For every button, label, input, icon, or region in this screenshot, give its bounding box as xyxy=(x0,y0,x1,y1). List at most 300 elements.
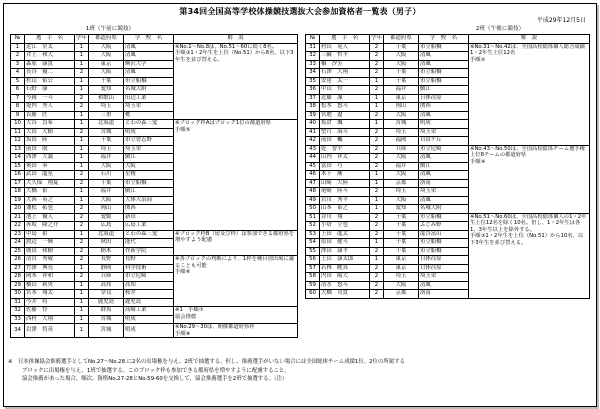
prefecture: 長野 xyxy=(89,256,124,265)
grade: 2 xyxy=(370,281,384,290)
prefecture: 宮城 xyxy=(89,324,124,338)
grade: 2 xyxy=(370,154,384,163)
row-number: 32 xyxy=(11,307,25,316)
school-name: 市立船橋 xyxy=(419,69,469,78)
row-number: 55 xyxy=(306,247,320,256)
prefecture: 千葉 xyxy=(384,222,419,231)
school-name: 清風 xyxy=(419,196,469,205)
grade: 1 xyxy=(75,298,89,307)
header-grade: 学年 xyxy=(76,35,87,41)
school-name: 駒沢大学 xyxy=(124,60,174,69)
prefecture: 大阪 xyxy=(384,196,419,205)
row-number: 6 xyxy=(11,86,25,95)
prefecture: 東京 xyxy=(89,60,124,69)
row-number: 51 xyxy=(306,213,320,222)
row-number: 35 xyxy=(306,77,320,86)
grade: 2 xyxy=(370,188,384,197)
school-name: 清風 xyxy=(419,171,469,180)
school-name: 清風 xyxy=(419,111,469,120)
school-name: 市立船橋 xyxy=(124,77,174,86)
row-number: 59 xyxy=(306,281,320,290)
row-number: 12 xyxy=(11,137,25,146)
explanation-cell: ※各ブロックの判断により、1枠を種目別出場に譲ることも可能 手順⑥ xyxy=(174,256,298,307)
prefecture: 京都 xyxy=(384,290,419,299)
athlete-name: 佐藤 怜 xyxy=(25,307,75,316)
athlete-name: 大谷 直希 xyxy=(25,120,75,129)
prefecture: 和歌山 xyxy=(89,94,124,103)
header-name: 選 手 名 xyxy=(320,35,370,44)
school-name: 科学技術 xyxy=(124,264,174,273)
row-number: 44 xyxy=(306,154,320,163)
athlete-name: 木下 漸 xyxy=(320,171,370,180)
school-name: 市立尼崎 xyxy=(419,145,469,154)
row-number: 54 xyxy=(306,239,320,248)
row-number: 26 xyxy=(11,256,25,265)
athlete-name: 岡本 祥和 xyxy=(25,273,75,282)
prefecture: 千葉 xyxy=(384,213,419,222)
grade: 1 xyxy=(75,52,89,61)
school-name: 洛南 xyxy=(419,290,469,299)
grade: 1 xyxy=(75,137,89,146)
row-number: 56 xyxy=(306,256,320,265)
prefecture: 埼玉 xyxy=(89,103,124,112)
table-row xyxy=(11,230,298,239)
row-number: 1 xyxy=(11,43,25,52)
athlete-name: 堤内 秀人 xyxy=(25,103,75,112)
grade: 2 xyxy=(370,60,384,69)
row-number: 17 xyxy=(11,179,25,188)
school-name: 関西 xyxy=(419,103,469,112)
footnote-line: ブロックに出場権を与え、1班で抽選する。このブロック枠も参加できる都府県を増やすように配慮すること。 xyxy=(22,367,290,374)
grade: 1 xyxy=(370,103,384,112)
school-name: 埼玉栄 xyxy=(419,128,469,137)
prefecture: 千葉 xyxy=(384,239,419,248)
athlete-name: 渡辺 一輝 xyxy=(25,239,75,248)
prefecture: 大阪 xyxy=(89,43,124,52)
explanation-cell: ※No.51～No.60は、全国高校総体個人の1・2年生上位12名を除く10名。但し、1・2年生は各1、3年生以上を除外する。 手順③1・2年生を上位（No.51）から10名、以下3年生を並び替える。 xyxy=(469,213,590,298)
grade: 2 xyxy=(370,52,384,61)
athlete-name: 山内 祥太 xyxy=(320,154,370,163)
grade: 2 xyxy=(370,128,384,137)
grade: 2 xyxy=(75,213,89,222)
school-name: 鯖江 xyxy=(124,188,174,197)
grade: 2 xyxy=(75,128,89,137)
prefecture: 大阪 xyxy=(384,52,419,61)
grade: 2 xyxy=(370,213,384,222)
athlete-name: 大橋 佑 xyxy=(25,188,75,197)
explanation-cell: ※No.1～No.8は、No.51～60に続く8名。 手順③1・2年生を上位（No.51）から8名、以下3年生を並び替える。 xyxy=(174,43,298,120)
school-name: 田辺工業 xyxy=(124,94,174,103)
prefecture: 石川 xyxy=(89,171,124,180)
prefecture: 北海道 xyxy=(89,120,124,129)
school-name: 清風 xyxy=(419,60,469,69)
athlete-name: 富田 巧 xyxy=(320,162,370,171)
row-number: 47 xyxy=(306,179,320,188)
athlete-name: 安達 太一 xyxy=(320,77,370,86)
prefecture: 岡山 xyxy=(89,205,124,214)
athlete-name: 澤田 康平 xyxy=(320,247,370,256)
group2-header-row xyxy=(306,35,590,44)
row-number: 5 xyxy=(11,77,25,86)
athlete-name: 尾崎 陸斗 xyxy=(320,188,370,197)
grade: 2 xyxy=(370,290,384,299)
grade: 2 xyxy=(75,273,89,282)
prefecture: 福井 xyxy=(89,188,124,197)
grade: 1 xyxy=(75,281,89,290)
row-number: 2 xyxy=(11,52,25,61)
athlete-name: 武田 龍星 xyxy=(25,171,75,180)
row-number: 42 xyxy=(306,137,320,146)
athlete-name: 谷川 翔 xyxy=(320,213,370,222)
prefecture: 千葉 xyxy=(384,247,419,256)
athlete-name: 奥田 奏 xyxy=(25,162,75,171)
prefecture: 静岡 xyxy=(89,264,124,273)
row-number: 24 xyxy=(11,239,25,248)
athlete-name: 兼松 拓也 xyxy=(25,205,75,214)
grade: 2 xyxy=(75,247,89,256)
grade: 2 xyxy=(370,69,384,78)
grade: 1 xyxy=(75,290,89,299)
group2-title: 2班（午後に競技） xyxy=(475,26,525,32)
athlete-name: 池上 優人 xyxy=(25,213,75,222)
grade: 1 xyxy=(370,171,384,180)
grade: 2 xyxy=(75,205,89,214)
prefecture: 埼玉 xyxy=(384,128,419,137)
school-name: 日体荏原 xyxy=(419,264,469,273)
athlete-name: 竹澤 典亮 xyxy=(25,264,75,273)
athlete-name: 宮本 翔太 xyxy=(25,290,75,299)
athlete-name: 前田 航 xyxy=(25,145,75,154)
prefecture: 宮城 xyxy=(384,120,419,129)
grade: 1 xyxy=(75,154,89,163)
school-name: 市立船橋 xyxy=(419,239,469,248)
athlete-name: 坂倉 颯 xyxy=(320,120,370,129)
row-number: 15 xyxy=(11,162,25,171)
athlete-name: 大西 英之 xyxy=(25,196,75,205)
school-name: 広島工業 xyxy=(124,222,174,231)
athlete-name: 西澤 大誠 xyxy=(25,154,75,163)
grade: 1 xyxy=(75,324,89,338)
grade: 1 xyxy=(75,230,89,239)
group1-table xyxy=(10,34,298,338)
school-name: 埼玉栄 xyxy=(124,103,174,112)
school-name: 大阪 xyxy=(124,162,174,171)
prefecture: 東京 xyxy=(384,256,419,265)
row-number: 38 xyxy=(306,103,320,112)
explanation-cell: ※ブロック枠Aはブロック1位の都道府県 手順⑤ xyxy=(174,120,298,231)
table-row xyxy=(11,324,298,338)
athlete-name: 中山 怜 xyxy=(320,86,370,95)
row-number: 30 xyxy=(11,290,25,299)
row-number: 43 xyxy=(306,145,320,154)
prefecture: 千葉 xyxy=(89,137,124,146)
prefecture: 埼玉 xyxy=(89,145,124,154)
footnote-line: ※ 日本体操協会推薦選手としてNo.27～No.28.に2名の出場権を与え、2班で抽選する。但し、推薦選手がいない場合には全国総体チーム成績1位、2位の所属する xyxy=(8,359,405,365)
grade: 1 xyxy=(75,111,89,120)
school-name: 大体大浪商 xyxy=(124,196,174,205)
row-number: 32 xyxy=(306,52,320,61)
row-number: 50 xyxy=(306,205,320,214)
grade: 1 xyxy=(75,86,89,95)
school-name: 明成 xyxy=(124,315,174,324)
prefecture: 高知 xyxy=(89,281,124,290)
grade: 1 xyxy=(75,162,89,171)
table-row xyxy=(11,256,298,265)
prefecture: 福井 xyxy=(384,86,419,95)
school-name: とわの森三愛 xyxy=(124,120,174,129)
school-name: 龍谷富山 xyxy=(419,230,469,239)
header-school: 学 校 名 xyxy=(419,35,469,44)
explanation-cell: ※No.43～No.50は、全国高校総体チーム選手権上位8チームの都道府県 手順④ xyxy=(469,145,590,213)
school-name: 清風 xyxy=(124,43,174,52)
school-name: 明成 xyxy=(124,324,174,338)
athlete-name: 廣田 和樹 xyxy=(25,247,75,256)
header-explanation: 解 説 xyxy=(469,35,590,44)
school-name: 高知 xyxy=(124,281,174,290)
school-name: 洛南 xyxy=(419,179,469,188)
prefecture: 鹿児島 xyxy=(89,298,124,307)
prefecture: 大阪 xyxy=(89,69,124,78)
prefecture: 北海道 xyxy=(89,230,124,239)
athlete-name: 今井 将 xyxy=(25,298,75,307)
grade: 2 xyxy=(370,162,384,171)
row-number: 7 xyxy=(11,94,25,103)
athlete-name: 清宮 秀敬 xyxy=(25,256,75,265)
row-number: 36 xyxy=(306,86,320,95)
school-name: 名城大附 xyxy=(419,205,469,214)
prefecture: 奈良 xyxy=(89,290,124,299)
row-number: 53 xyxy=(306,230,320,239)
row-number: 22 xyxy=(11,222,25,231)
grade: 1 xyxy=(370,205,384,214)
row-number: 52 xyxy=(306,222,320,231)
explanation-cell: ※ブロック枠B（留及び枠）は参加できる都府県を増やすよう配慮 xyxy=(174,230,298,256)
school-name: 市立尼崎 xyxy=(124,273,174,282)
athlete-name: 石野 康 xyxy=(25,86,75,95)
grade: 2 xyxy=(75,239,89,248)
athlete-name: 前田 楓 xyxy=(320,137,370,146)
row-number: 33 xyxy=(306,60,320,69)
school-name: 鹿児島 xyxy=(124,298,174,307)
prefecture: 東京 xyxy=(384,94,419,103)
row-number: 58 xyxy=(306,273,320,282)
athlete-name: 若林 眺真 xyxy=(320,264,370,273)
athlete-name: 西村 大翔 xyxy=(25,315,75,324)
athlete-name: 小塔 立也 xyxy=(320,222,370,231)
prefecture: 大阪 xyxy=(89,52,124,61)
athlete-name: 首藤 匠 xyxy=(25,111,75,120)
row-number: 23 xyxy=(11,230,25,239)
school-name: 清風 xyxy=(419,281,469,290)
athlete-name: 赤坂 隆之介 xyxy=(25,222,75,231)
athlete-name: 長谷 優二 xyxy=(25,69,75,78)
school-name: 星稜 xyxy=(124,171,174,180)
prefecture: 千葉 xyxy=(384,43,419,52)
grade: 2 xyxy=(370,145,384,154)
athlete-name: 近江 堂太 xyxy=(25,43,75,52)
grade: 2 xyxy=(370,137,384,146)
prefecture: 大阪 xyxy=(384,281,419,290)
row-number: 39 xyxy=(306,111,320,120)
prefecture: 大阪 xyxy=(384,154,419,163)
grade: 2 xyxy=(370,222,384,231)
row-number: 16 xyxy=(11,171,25,180)
prefecture: 東京 xyxy=(384,264,419,273)
school-name: 桜井 xyxy=(124,290,174,299)
prefecture: 千葉 xyxy=(384,77,419,86)
prefecture: 群馬 xyxy=(89,307,124,316)
school-name: 新田 xyxy=(124,213,174,222)
footnote-line: 協会推薦があった場合、順次、資格No.27-28とNo.59-60を交換して、協会推薦選手を2班で抽選する。（注） xyxy=(22,376,288,383)
row-number: 48 xyxy=(306,188,320,197)
school-name: 鯖江 xyxy=(419,86,469,95)
prefecture: 岡山 xyxy=(384,103,419,112)
athlete-name: 杉山 佑公 xyxy=(25,77,75,86)
athlete-name: 内田 陽大 xyxy=(320,273,370,282)
school-name: 高崎工業 xyxy=(124,307,174,316)
school-name: とわの森三愛 xyxy=(124,230,174,239)
group2-table-body xyxy=(306,43,590,298)
grade: 1 xyxy=(75,307,89,316)
prefecture: 愛知 xyxy=(89,86,124,95)
footnotes xyxy=(8,358,594,384)
prefecture: 広島 xyxy=(89,222,124,231)
row-number: 19 xyxy=(11,196,25,205)
prefecture: 栃木 xyxy=(89,247,124,256)
row-number: 31 xyxy=(11,298,25,307)
athlete-name: 森原 康貴 xyxy=(25,60,75,69)
prefecture: 大阪 xyxy=(384,60,419,69)
row-number: 3 xyxy=(11,60,25,69)
athlete-name: 石澤 大翔 xyxy=(320,69,370,78)
prefecture: 兵庫 xyxy=(89,273,124,282)
school-name: 市立習志野 xyxy=(124,137,174,146)
grade: 2 xyxy=(370,273,384,282)
grade: 2 xyxy=(75,256,89,265)
athlete-name: 中島 佑 xyxy=(25,230,75,239)
athlete-name: 望月 海斗 xyxy=(320,128,370,137)
explanation-cell: ※No.31～No.42は、全国高校総体個人総合成績1・2年生上位12名 手順② xyxy=(469,43,590,145)
school-name: 長野 xyxy=(124,256,174,265)
row-number: 37 xyxy=(306,94,320,103)
grade: 1 xyxy=(370,77,384,86)
row-number: 27 xyxy=(11,264,25,273)
header-prefecture: 都道府県 xyxy=(89,35,124,44)
grade: 2 xyxy=(75,222,89,231)
grade: 1 xyxy=(75,43,89,52)
athlete-name: 乾 智平 xyxy=(320,145,370,154)
prefecture: 三重 xyxy=(89,111,124,120)
athlete-name: 山崎 大陸 xyxy=(320,179,370,188)
row-number: 14 xyxy=(11,154,25,163)
prefecture: 千葉 xyxy=(89,179,124,188)
grade: 1 xyxy=(370,179,384,188)
school-name: 清風 xyxy=(419,52,469,61)
row-number: 10 xyxy=(11,120,25,129)
header-name: 選 手 名 xyxy=(25,35,75,44)
row-number: 9 xyxy=(11,111,25,120)
school-name: 鯖江 xyxy=(124,154,174,163)
date-label: 平成29年12月5日 xyxy=(536,17,586,24)
group2-table xyxy=(305,34,590,299)
athlete-name: 横山 莉央 xyxy=(25,281,75,290)
header-school: 学 校 名 xyxy=(124,35,174,44)
prefecture: 宮城 xyxy=(89,315,124,324)
athlete-name: 上田 龍太 xyxy=(320,230,370,239)
prefecture: 京都 xyxy=(384,179,419,188)
athlete-name: 大橋 司貴 xyxy=(320,290,370,299)
prefecture: 千葉 xyxy=(384,69,419,78)
prefecture: 埼玉 xyxy=(384,273,419,282)
grade: 1 xyxy=(370,94,384,103)
table-row xyxy=(306,145,590,154)
athlete-name: 大田 大樹 xyxy=(25,128,75,137)
school-name: 埼玉栄 xyxy=(419,273,469,282)
header-prefecture: 都道府県 xyxy=(384,35,419,44)
prefecture: 千葉 xyxy=(89,77,124,86)
school-name: 埼玉栄 xyxy=(124,145,174,154)
header-no: № xyxy=(11,35,25,44)
athlete-name: 村山 晃人 xyxy=(320,43,370,52)
prefecture: 愛媛 xyxy=(89,213,124,222)
school-name: 明成 xyxy=(419,120,469,129)
prefecture: 福井 xyxy=(89,154,124,163)
grade: 1 xyxy=(370,239,384,248)
prefecture: 大阪 xyxy=(89,162,124,171)
grade: 1 xyxy=(75,120,89,129)
grade: 1 xyxy=(370,196,384,205)
grade: 1 xyxy=(75,77,89,86)
grade: 2 xyxy=(370,43,384,52)
row-number: 4 xyxy=(11,69,25,78)
row-number: 20 xyxy=(11,205,25,214)
row-number: 34 xyxy=(306,69,320,78)
school-name: 名城大附 xyxy=(124,86,174,95)
group1-table-body xyxy=(11,43,298,338)
row-number: 18 xyxy=(11,188,25,197)
grade: 1 xyxy=(75,60,89,69)
grade: 1 xyxy=(75,188,89,197)
grade: 1 xyxy=(75,264,89,273)
prefecture: 宮城 xyxy=(89,128,124,137)
explanation-cell: ※1 手順⑦ 協会推薦 xyxy=(174,307,298,324)
grade: 2 xyxy=(370,247,384,256)
table-row xyxy=(306,213,590,222)
athlete-name: 松本 悠斗 xyxy=(320,103,370,112)
school-name: 清風 xyxy=(124,52,174,61)
row-number: 29 xyxy=(11,281,25,290)
row-number: 46 xyxy=(306,171,320,180)
table-row xyxy=(11,120,298,129)
school-name: 市立船橋 xyxy=(419,43,469,52)
grade: 1 xyxy=(370,120,384,129)
athlete-name: 井上 和大 xyxy=(25,52,75,61)
row-number: 31 xyxy=(306,43,320,52)
athlete-name: 今岡 一斗 xyxy=(25,94,75,103)
grade: 2 xyxy=(75,69,89,78)
grade: 2 xyxy=(370,111,384,120)
athlete-name: 三輪 哲平 xyxy=(320,52,370,61)
grade: 2 xyxy=(370,86,384,95)
school-name: 市立船橋 xyxy=(419,77,469,86)
school-name: 埼玉栄 xyxy=(419,188,469,197)
athlete-name: 上山 康太郎 xyxy=(320,256,370,265)
row-number: 45 xyxy=(306,162,320,171)
row-number: 11 xyxy=(11,128,25,137)
header-explanation: 解 説 xyxy=(174,35,298,44)
row-number: 25 xyxy=(11,247,25,256)
athlete-name: 岩澤 将英 xyxy=(25,324,75,338)
